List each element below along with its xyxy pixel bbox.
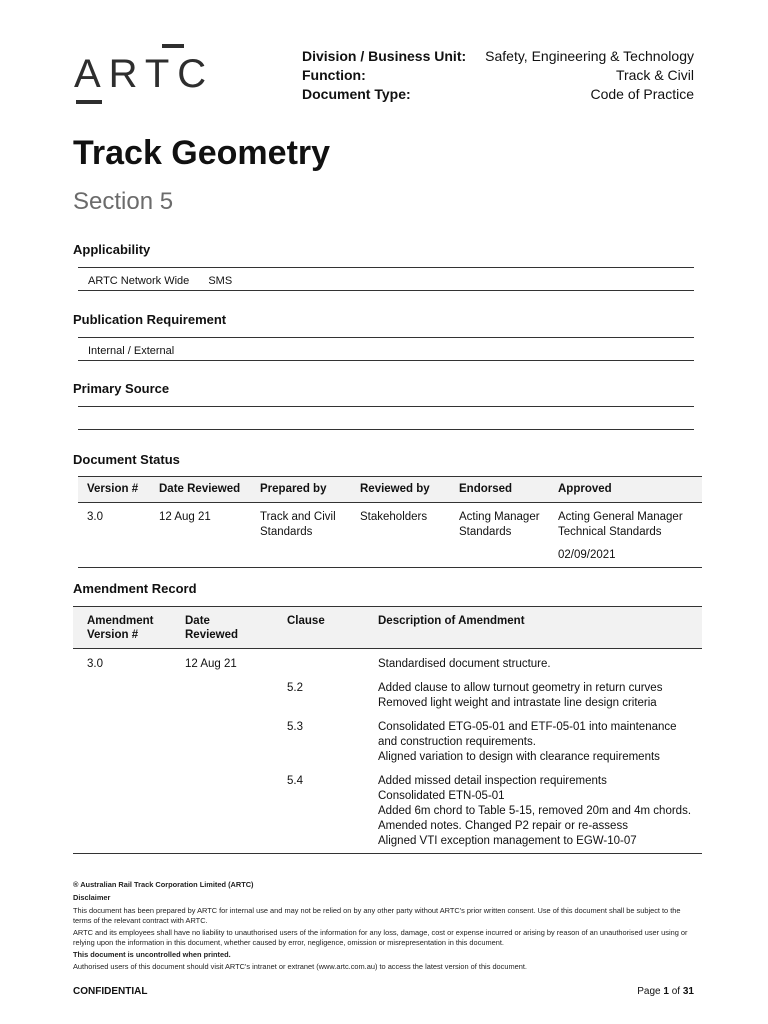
amend-description-line: Added missed detail inspection requirements: [378, 775, 607, 787]
applicability-heading: Applicability: [73, 242, 151, 257]
amendment-record-heading: Amendment Record: [73, 581, 197, 596]
artc-logo: [74, 44, 224, 104]
status-endorsed-line: Acting Manager: [459, 511, 540, 523]
status-approved-line: Technical Standards: [558, 526, 662, 538]
uncontrolled-notice: This document is uncontrolled when printed.: [73, 950, 231, 959]
table-header-row: [78, 477, 702, 503]
amend-version: [73, 768, 171, 854]
status-prepared-line: Standards: [260, 526, 313, 538]
meta-row-document-type: [302, 86, 694, 105]
page-subtitle: Section 5: [73, 188, 174, 215]
disclaimer-paragraph: This document has been prepared by ARTC for internal use and may not be relied on by any other party without ARTC's prior written consent. Use of this document shall be subject to the terms of the relevant contract with ARTC.: [73, 906, 681, 925]
table-header-row: [73, 607, 702, 649]
status-reviewed: Stakeholders: [360, 511, 428, 523]
column-header: Version #: [78, 477, 150, 503]
authorised-notice: Authorised users of this document should visit ARTC's intranet or extranet (www.artc.com.au) to access the latest version of this document.: [73, 962, 527, 971]
page-title: Track Geometry: [73, 134, 331, 172]
amend-clause: [273, 649, 364, 676]
amend-description-line: Consolidated ETN-05-01: [378, 790, 505, 802]
document-status-table: [78, 476, 702, 568]
logo-text: ARTC: [74, 52, 215, 96]
amend-clause: 5.4: [287, 775, 303, 787]
amend-date: [171, 714, 273, 768]
amend-description-line: Added clause to allow turnout geometry in return curves: [378, 682, 663, 694]
applicability-bottom-rule: [78, 290, 694, 291]
status-date: 12 Aug 21: [159, 511, 211, 523]
table-row: [73, 675, 702, 714]
logo-bar-top: [162, 44, 184, 48]
amend-description-line: and construction requirements.: [378, 736, 536, 748]
logo-bar-bottom: [76, 100, 102, 104]
status-approved-date: 02/09/2021: [558, 549, 616, 561]
applicability-value: ARTC Network Wide: [88, 275, 190, 287]
page-label: Page: [637, 986, 661, 997]
status-prepared: [251, 503, 351, 568]
primary-source-top-rule: [78, 406, 694, 407]
publication-value: Internal / External: [88, 345, 175, 357]
amend-description-line: Aligned VTI exception management to EGW-10-07: [378, 835, 637, 847]
amend-version: 3.0: [87, 658, 103, 670]
table-row: [73, 768, 702, 854]
column-header: Date Reviewed: [150, 477, 251, 503]
amend-description-line: Removed light weight and intrastate line design criteria: [378, 697, 657, 709]
amend-version: [73, 675, 171, 714]
page-current: 1: [663, 986, 669, 997]
amend-description: [364, 714, 702, 768]
amend-date: 12 Aug 21: [185, 658, 237, 670]
status-approved: [549, 503, 702, 568]
amendment-record-table: [73, 606, 702, 854]
table-row: [78, 503, 702, 568]
disclaimer-heading: Disclaimer: [73, 893, 111, 902]
table-row: [73, 714, 702, 768]
meta-value: Safety, Engineering & Technology: [485, 48, 694, 64]
amend-clause: 5.2: [287, 682, 303, 694]
amend-description: [364, 649, 702, 676]
column-header: Approved: [549, 477, 702, 503]
primary-source-heading: Primary Source: [73, 381, 170, 396]
applicability-value: SMS: [208, 275, 233, 287]
amend-description-line: Amended notes. Changed P2 repair or re-assess: [378, 820, 628, 832]
document-status-heading: Document Status: [73, 452, 180, 467]
publication-bottom-rule: [78, 360, 694, 361]
column-header: Reviewed by: [351, 477, 450, 503]
footer-disclaimer: [73, 880, 697, 974]
applicability-top-rule: [78, 267, 694, 268]
amend-description-line: Aligned variation to design with clearance requirements: [378, 751, 660, 763]
status-endorsed-line: Standards: [459, 526, 512, 538]
meta-row-function: [302, 67, 694, 86]
page-total: 31: [682, 986, 694, 997]
column-header: Date Reviewed: [171, 607, 273, 649]
status-endorsed: [450, 503, 549, 568]
document-meta: [302, 48, 694, 105]
amend-description-line: Standardised document structure.: [378, 658, 551, 670]
confidential-label: CONFIDENTIAL: [73, 986, 148, 997]
primary-source-bottom-rule: [78, 429, 694, 430]
amend-date: [171, 675, 273, 714]
publication-heading: Publication Requirement: [73, 312, 227, 327]
meta-key: Document Type:: [302, 86, 411, 102]
page-number: [637, 986, 694, 997]
column-header: Clause: [273, 607, 364, 649]
column-header: Endorsed: [450, 477, 549, 503]
page-of: of: [671, 986, 681, 997]
column-header: [73, 607, 171, 649]
copyright-text: ® Australian Rail Track Corporation Limited (ARTC): [73, 880, 254, 889]
column-header: Description of Amendment: [364, 607, 702, 649]
amend-description-line: Added 6m chord to Table 5-15, removed 20m and 4m chords.: [378, 805, 692, 817]
status-prepared-line: Track and Civil: [260, 511, 336, 523]
applicability-values: [88, 275, 248, 287]
meta-key: Division / Business Unit:: [302, 48, 467, 64]
amend-date: [171, 768, 273, 854]
amend-version: [73, 714, 171, 768]
publication-top-rule: [78, 337, 694, 338]
meta-key: Function:: [302, 67, 366, 83]
meta-row-division: [302, 48, 694, 67]
column-header: Prepared by: [251, 477, 351, 503]
column-header-text: Amendment Version #: [87, 615, 154, 641]
amend-description-line: Consolidated ETG-05-01 and ETF-05-01 into maintenance: [378, 721, 677, 733]
amend-description: [364, 768, 702, 854]
amend-clause: 5.3: [287, 721, 303, 733]
meta-value: Code of Practice: [590, 86, 694, 102]
status-version: 3.0: [87, 511, 103, 523]
meta-value: Track & Civil: [615, 67, 694, 83]
disclaimer-paragraph: ARTC and its employees shall have no liability to unauthorised users of the information for any loss, damage, cost or expense incurred or arising by reason of an unauthorised user using or relying upon the information in this document, whether caused by error, negligence, omission or misrepresentation in this document.: [73, 928, 688, 947]
amend-description: [364, 675, 702, 714]
status-approved-line: Acting General Manager: [558, 511, 683, 523]
table-row: [73, 649, 702, 676]
